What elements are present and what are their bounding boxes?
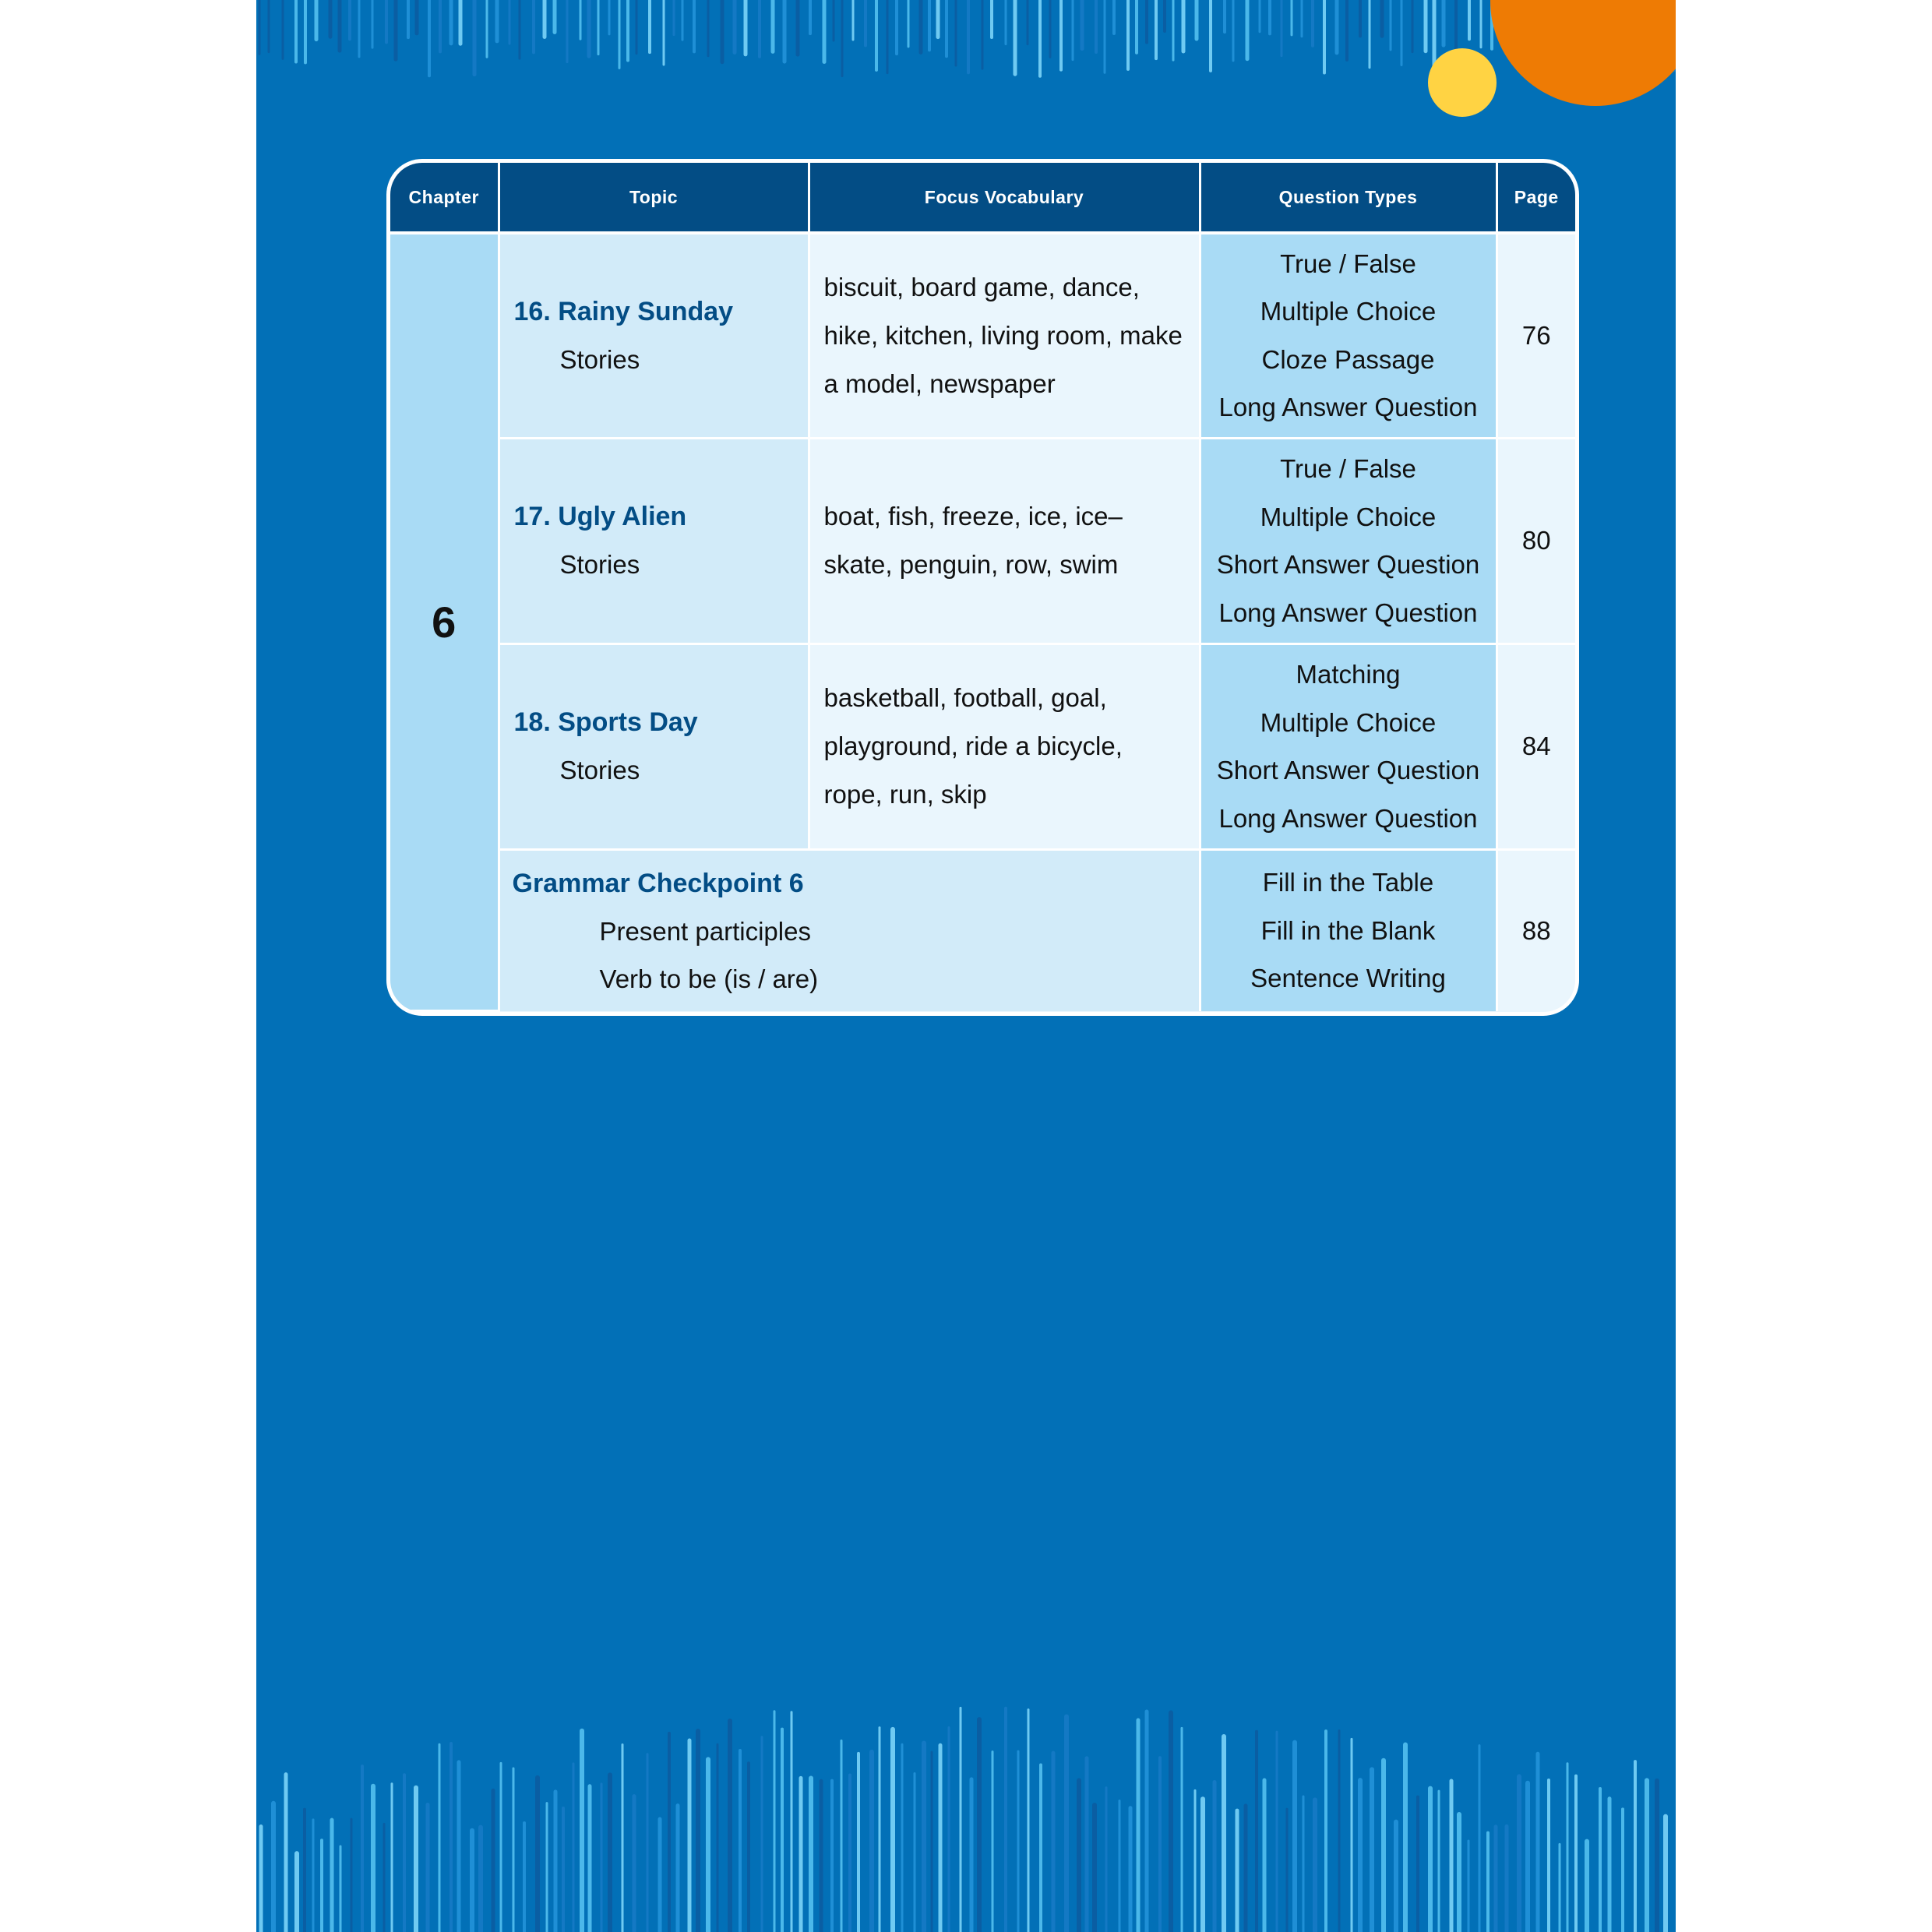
question-type: Fill in the Blank <box>1260 915 1436 945</box>
topic-title[interactable]: 16. Rainy Sunday <box>513 296 734 326</box>
question-type: Cloze Passage <box>1261 344 1435 374</box>
question-type: Multiple Choice <box>1260 297 1437 326</box>
table-row <box>390 438 1575 643</box>
page-number[interactable]: 76 <box>1497 233 1575 438</box>
topic-genre: Stories <box>559 756 640 784</box>
table-row <box>390 643 1575 849</box>
page-number[interactable]: 88 <box>1497 849 1575 1011</box>
vocabulary-cell <box>809 643 1200 849</box>
yellow-circle-decoration <box>1428 48 1497 117</box>
header-focus-vocabulary: Focus Vocabulary <box>809 163 1200 233</box>
vocabulary-text: biscuit, board game, dance, hike, kitchen, living room, make a model, newspaper <box>823 272 1183 398</box>
grammar-item: Verb to be (is / are) <box>599 964 819 993</box>
vocabulary-text: boat, fish, freeze, ice, ice–skate, penguin, row, swim <box>823 502 1123 579</box>
header-chapter: Chapter <box>390 163 499 233</box>
page-number[interactable]: 84 <box>1497 643 1575 849</box>
topic-cell <box>499 643 809 849</box>
grammar-row <box>390 849 1575 1011</box>
question-type: Multiple Choice <box>1260 707 1437 737</box>
grammar-item: Present participles <box>599 916 811 946</box>
page-number[interactable]: 80 <box>1497 438 1575 643</box>
question-type: Long Answer Question <box>1218 598 1478 627</box>
vocabulary-cell <box>809 438 1200 643</box>
question-type: True / False <box>1280 249 1416 278</box>
question-type: Sentence Writing <box>1250 964 1446 993</box>
contents-table-card <box>386 159 1579 1016</box>
grammar-cell <box>499 849 1200 1011</box>
topic-cell <box>499 438 809 643</box>
chapter-number: 6 <box>390 233 499 1011</box>
grammar-checkpoint-title[interactable]: Grammar Checkpoint 6 <box>512 868 804 898</box>
question-type: Short Answer Question <box>1216 756 1480 784</box>
contents-table <box>390 163 1575 1012</box>
question-types-cell <box>1200 233 1497 438</box>
vocabulary-cell <box>809 233 1200 438</box>
header-topic: Topic <box>499 163 809 233</box>
bottom-decorative-stripes <box>256 1683 1676 1932</box>
topic-genre: Stories <box>559 344 640 374</box>
topic-genre: Stories <box>559 550 640 579</box>
page-background <box>256 0 1676 1932</box>
header-row <box>390 163 1575 233</box>
question-types-cell <box>1200 849 1497 1011</box>
question-types-cell <box>1200 438 1497 643</box>
header-question-types: Question Types <box>1200 163 1497 233</box>
question-types-cell <box>1200 643 1497 849</box>
header-page: Page <box>1497 163 1575 233</box>
table-row <box>390 233 1575 438</box>
topic-title[interactable]: 18. Sports Day <box>513 707 698 737</box>
question-type: Long Answer Question <box>1218 393 1478 422</box>
question-type: Multiple Choice <box>1260 502 1437 531</box>
question-type: Long Answer Question <box>1218 803 1478 833</box>
topic-title[interactable]: 17. Ugly Alien <box>513 502 687 531</box>
question-type: Matching <box>1296 660 1401 689</box>
question-type: Short Answer Question <box>1216 550 1480 579</box>
topic-cell <box>499 233 809 438</box>
vocabulary-text: basketball, football, goal, playground, ride a bicycle, rope, run, skip <box>823 683 1123 809</box>
question-type: True / False <box>1280 454 1416 483</box>
question-type: Fill in the Table <box>1262 868 1434 897</box>
orange-circle-decoration <box>1490 0 1676 106</box>
